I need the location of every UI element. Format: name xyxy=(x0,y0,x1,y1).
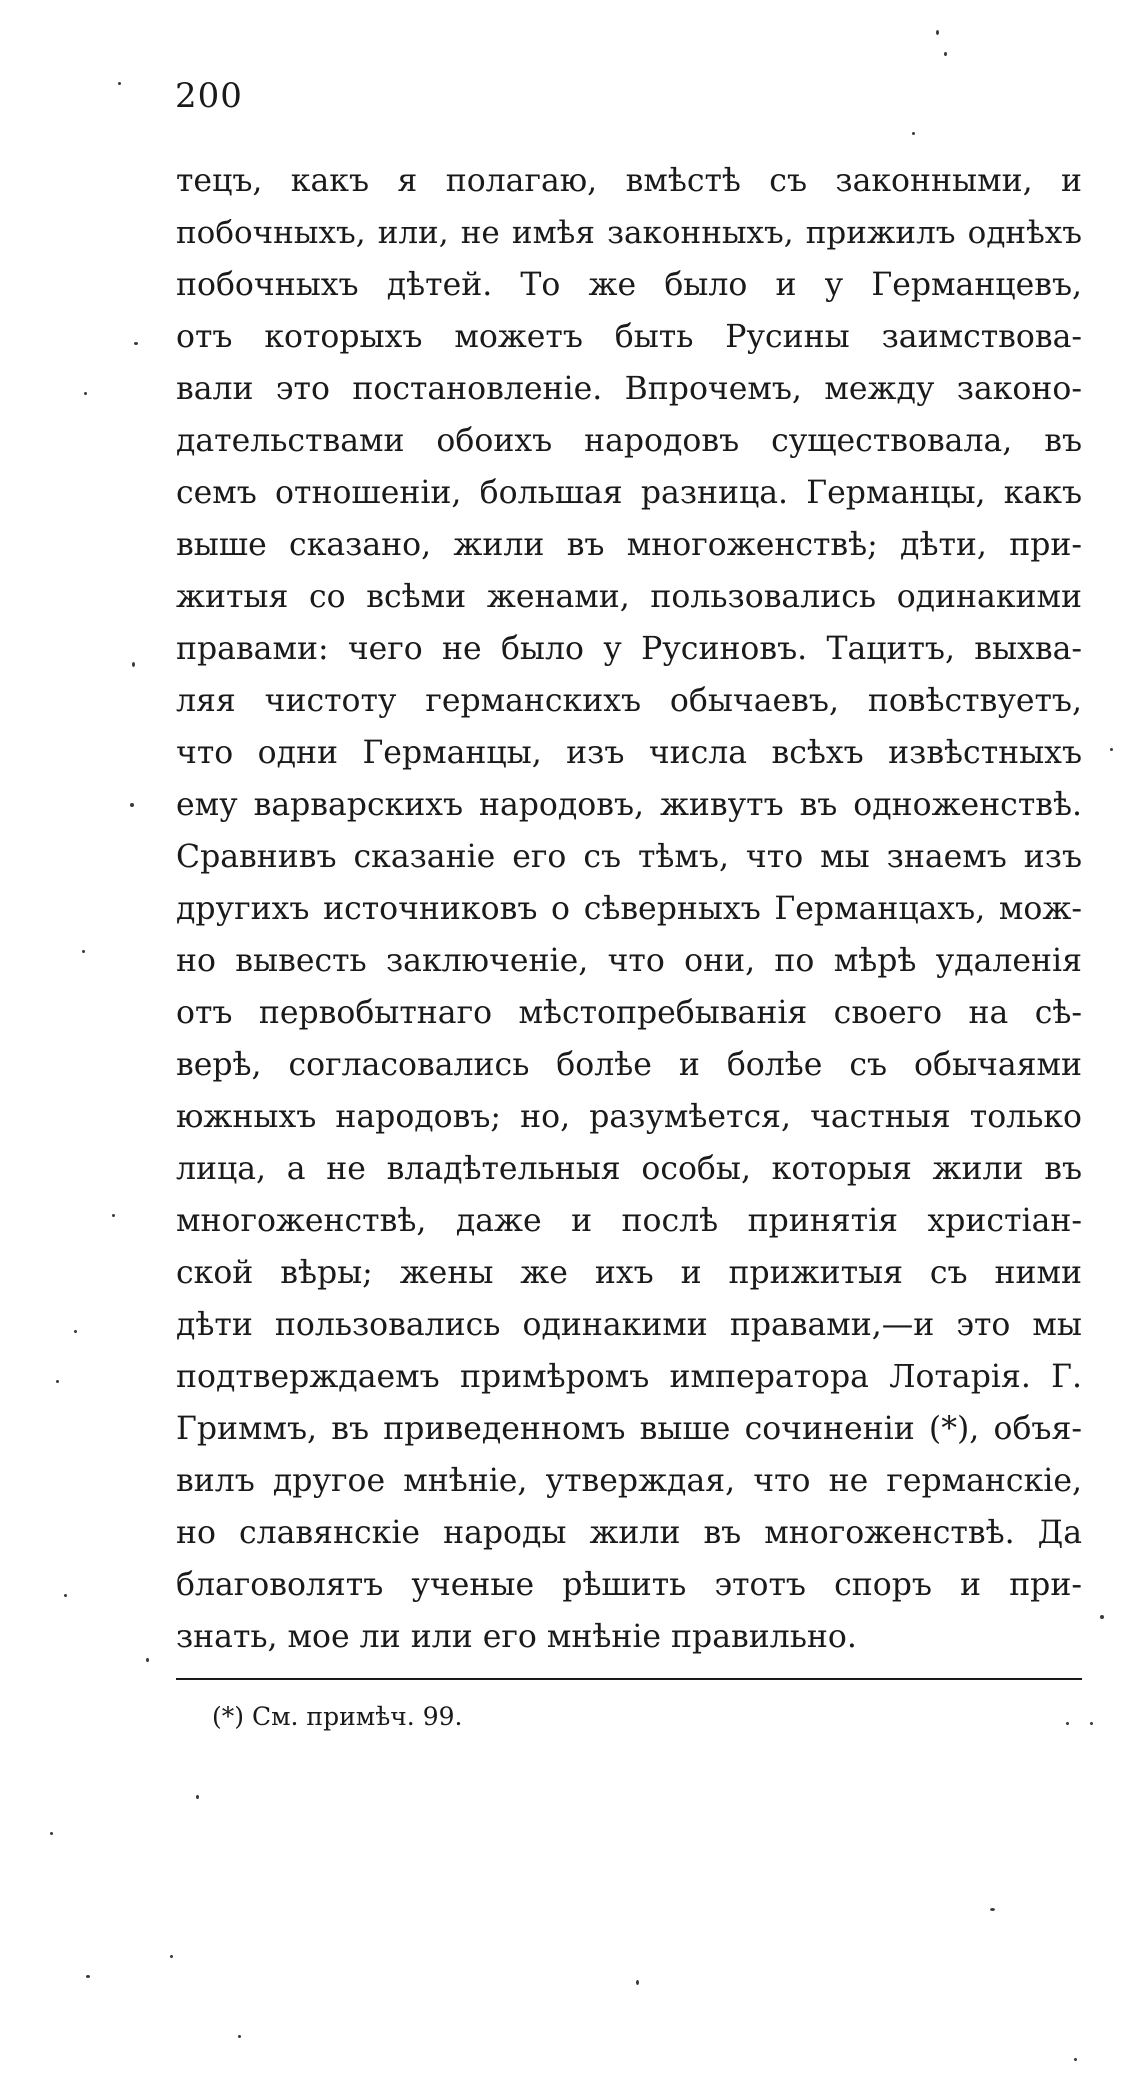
scan-speck xyxy=(82,950,85,953)
text-line: другихъ источниковъ о сѣверныхъ Германцахъ, мож- xyxy=(176,891,1082,927)
scan-speck xyxy=(1074,2058,1077,2061)
text-line: что одни Германцы, изъ числа всѣхъ извѣстныхъ xyxy=(176,735,1082,771)
text-line: выше сказано, жили въ многоженствѣ; дѣти, при- xyxy=(176,527,1082,563)
scan-speck xyxy=(990,1908,995,1911)
scan-speck xyxy=(64,1594,67,1597)
text-line: житыя со всѣми женами, пользовались одинакими xyxy=(176,579,1082,615)
page-number: 200 xyxy=(175,76,243,116)
footnote-rule xyxy=(176,1678,1082,1680)
text-line: благоволятъ ученые рѣшить этотъ споръ и при- xyxy=(176,1567,1082,1603)
text-line: отъ которыхъ можетъ быть Русины заимствова- xyxy=(176,319,1082,355)
text-line: дѣти пользовались одинакими правами,—и это мы xyxy=(176,1307,1082,1343)
text-line: ему варварскихъ народовъ, живутъ въ одноженствѣ. xyxy=(176,787,1082,823)
text-line: но вывесть заключеніе, что они, по мѣрѣ удаленія xyxy=(176,943,1082,979)
text-line: но славянскіе народы жили въ многоженствѣ. Да xyxy=(176,1515,1082,1551)
text-line: отъ первобытнаго мѣстопребыванія своего на сѣ- xyxy=(176,995,1082,1031)
scan-speck xyxy=(912,132,915,135)
body-text xyxy=(176,155,1082,1663)
text-line: правами: чего не было у Русиновъ. Тацитъ, выхва- xyxy=(176,631,1082,667)
text-line: вилъ другое мнѣніе, утверждая, что не германскіе, xyxy=(176,1463,1082,1499)
text-line: вали это постановленіе. Впрочемъ, между законо- xyxy=(176,371,1082,407)
text-line: знать, мое ли или его мнѣніе правильно. xyxy=(176,1619,857,1655)
scan-speck xyxy=(86,1975,90,1978)
text-line: семъ отношеніи, большая разница. Германцы, какъ xyxy=(176,475,1082,511)
text-line: побочныхъ дѣтей. То же было и у Германцевъ, xyxy=(176,267,1082,303)
text-line: Гриммъ, въ приведенномъ выше сочиненіи (*), объя- xyxy=(176,1411,1082,1447)
scan-speck xyxy=(238,2035,241,2038)
scan-speck xyxy=(944,52,947,56)
text-line: многоженствѣ, даже и послѣ принятія христіан- xyxy=(176,1203,1082,1239)
scan-speck xyxy=(132,662,135,667)
scan-speck xyxy=(74,1330,77,1333)
text-line: ляя чистоту германскихъ обычаевъ, повѣствуетъ, xyxy=(176,683,1082,719)
scan-speck xyxy=(146,1658,149,1662)
scan-speck xyxy=(84,392,87,395)
text-line: лица, а не владѣтельныя особы, которыя жили въ xyxy=(176,1151,1082,1187)
text-line: Сравнивъ сказаніе его съ тѣмъ, что мы знаемъ изъ xyxy=(176,839,1082,875)
scan-speck xyxy=(50,1832,53,1835)
text-line: верѣ, согласовались болѣе и болѣе съ обычаями xyxy=(176,1047,1082,1083)
text-line: тецъ, какъ я полагаю, вмѣстѣ съ законными, и xyxy=(176,163,1082,199)
text-line: ской вѣры; жены же ихъ и прижитыя съ ними xyxy=(176,1255,1082,1291)
scan-speck xyxy=(56,1380,59,1383)
scan-speck xyxy=(1090,1722,1093,1725)
scan-speck xyxy=(936,30,939,35)
text-line: подтверждаемъ примѣромъ императора Лотарія. Г. xyxy=(176,1359,1082,1395)
text-line: южныхъ народовъ; но, разумѣется, частныя только xyxy=(176,1099,1082,1135)
scan-speck xyxy=(134,342,138,345)
scan-speck xyxy=(1066,1722,1069,1725)
scan-speck xyxy=(196,1795,199,1799)
scan-speck xyxy=(118,82,121,85)
scan-speck xyxy=(1110,748,1113,751)
text-line: дательствами обоихъ народовъ существовала, въ xyxy=(176,423,1082,459)
scan-speck xyxy=(112,1214,115,1217)
scan-speck xyxy=(636,1980,639,1985)
scan-speck xyxy=(1100,1615,1104,1619)
scan-speck xyxy=(130,803,134,807)
footnote: (*) См. примѣч. 99. xyxy=(212,1702,463,1731)
scan-speck xyxy=(170,1955,173,1958)
text-line: побочныхъ, или, не имѣя законныхъ, прижилъ однѣхъ xyxy=(176,215,1082,251)
